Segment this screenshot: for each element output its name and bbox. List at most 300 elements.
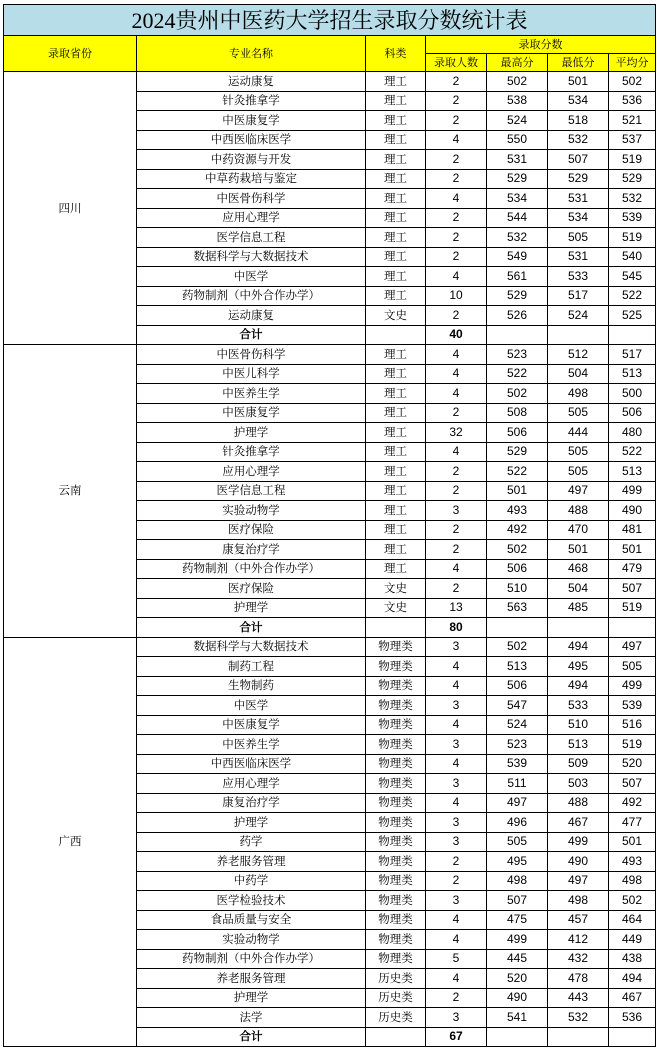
max-cell: 497 [487, 793, 548, 813]
total-count: 67 [426, 1027, 487, 1047]
major-cell: 应用心理学 [137, 208, 366, 228]
count-cell: 3 [426, 735, 487, 755]
min-cell: 432 [548, 949, 609, 969]
category-cell: 物理类 [366, 852, 426, 872]
header-count: 录取人数 [426, 54, 487, 72]
min-cell: 505 [548, 462, 609, 482]
major-cell: 制药工程 [137, 657, 366, 677]
avg-cell: 516 [609, 715, 656, 735]
category-cell: 物理类 [366, 930, 426, 950]
min-cell: 505 [548, 228, 609, 248]
major-cell: 中药学 [137, 871, 366, 891]
avg-cell: 498 [609, 871, 656, 891]
count-cell: 2 [426, 169, 487, 189]
max-cell: 495 [487, 852, 548, 872]
category-cell: 理工 [366, 169, 426, 189]
avg-cell: 517 [609, 345, 656, 365]
major-cell: 护理学 [137, 598, 366, 618]
header-row-1 [4, 36, 656, 54]
max-cell: 534 [487, 189, 548, 209]
avg-cell: 499 [609, 676, 656, 696]
avg-cell: 519 [609, 150, 656, 170]
category-cell: 理工 [366, 286, 426, 306]
max-cell: 526 [487, 306, 548, 326]
min-cell: 534 [548, 208, 609, 228]
category-cell: 物理类 [366, 637, 426, 657]
min-cell: 504 [548, 364, 609, 384]
max-cell: 524 [487, 715, 548, 735]
count-cell: 2 [426, 852, 487, 872]
header-province: 录取省份 [4, 36, 137, 72]
count-cell: 3 [426, 637, 487, 657]
max-cell: 529 [487, 169, 548, 189]
header-min: 最低分 [548, 54, 609, 72]
category-cell: 理工 [366, 111, 426, 131]
empty-cell [487, 325, 548, 345]
category-cell: 理工 [366, 228, 426, 248]
major-cell: 法学 [137, 1008, 366, 1028]
major-cell: 运动康复 [137, 306, 366, 326]
max-cell: 498 [487, 871, 548, 891]
avg-cell: 539 [609, 208, 656, 228]
count-cell: 2 [426, 871, 487, 891]
max-cell: 549 [487, 247, 548, 267]
major-cell: 实验动物学 [137, 930, 366, 950]
max-cell: 496 [487, 813, 548, 833]
avg-cell: 494 [609, 969, 656, 989]
empty-cell [548, 325, 609, 345]
major-cell: 药物制剂（中外合作办学） [137, 949, 366, 969]
major-cell: 中医康复学 [137, 715, 366, 735]
category-cell: 物理类 [366, 676, 426, 696]
min-cell: 531 [548, 247, 609, 267]
min-cell: 513 [548, 735, 609, 755]
major-cell: 药物制剂（中外合作办学） [137, 286, 366, 306]
max-cell: 490 [487, 988, 548, 1008]
count-cell: 4 [426, 559, 487, 579]
avg-cell: 499 [609, 481, 656, 501]
admission-score-table [3, 4, 656, 1047]
avg-cell: 536 [609, 1008, 656, 1028]
empty-cell [366, 325, 426, 345]
major-cell: 中药资源与开发 [137, 150, 366, 170]
major-cell: 医学信息工程 [137, 228, 366, 248]
max-cell: 502 [487, 384, 548, 404]
count-cell: 4 [426, 715, 487, 735]
category-cell: 物理类 [366, 832, 426, 852]
min-cell: 495 [548, 657, 609, 677]
category-cell: 文史 [366, 598, 426, 618]
avg-cell: 525 [609, 306, 656, 326]
min-cell: 497 [548, 871, 609, 891]
min-cell: 485 [548, 598, 609, 618]
category-cell: 物理类 [366, 774, 426, 794]
category-cell: 理工 [366, 364, 426, 384]
category-cell: 理工 [366, 423, 426, 443]
max-cell: 475 [487, 910, 548, 930]
count-cell: 5 [426, 949, 487, 969]
count-cell: 2 [426, 150, 487, 170]
min-cell: 443 [548, 988, 609, 1008]
max-cell: 541 [487, 1008, 548, 1028]
avg-cell: 513 [609, 462, 656, 482]
major-cell: 康复治疗学 [137, 540, 366, 560]
count-cell: 2 [426, 579, 487, 599]
title-row [4, 5, 656, 36]
count-cell: 2 [426, 462, 487, 482]
max-cell: 523 [487, 735, 548, 755]
count-cell: 4 [426, 384, 487, 404]
min-cell: 532 [548, 130, 609, 150]
count-cell: 2 [426, 91, 487, 111]
major-cell: 护理学 [137, 813, 366, 833]
count-cell: 4 [426, 364, 487, 384]
major-cell: 针灸推拿学 [137, 91, 366, 111]
count-cell: 2 [426, 988, 487, 1008]
empty-cell [609, 1027, 656, 1047]
min-cell: 488 [548, 501, 609, 521]
count-cell: 4 [426, 793, 487, 813]
min-cell: 467 [548, 813, 609, 833]
max-cell: 532 [487, 228, 548, 248]
max-cell: 524 [487, 111, 548, 131]
count-cell: 4 [426, 442, 487, 462]
max-cell: 507 [487, 891, 548, 911]
min-cell: 529 [548, 169, 609, 189]
avg-cell: 519 [609, 228, 656, 248]
count-cell: 2 [426, 520, 487, 540]
count-cell: 3 [426, 696, 487, 716]
min-cell: 478 [548, 969, 609, 989]
major-cell: 数据科学与大数据技术 [137, 247, 366, 267]
avg-cell: 540 [609, 247, 656, 267]
min-cell: 412 [548, 930, 609, 950]
category-cell: 理工 [366, 130, 426, 150]
category-cell: 物理类 [366, 754, 426, 774]
count-cell: 10 [426, 286, 487, 306]
min-cell: 517 [548, 286, 609, 306]
category-cell: 理工 [366, 267, 426, 287]
major-cell: 康复治疗学 [137, 793, 366, 813]
major-cell: 护理学 [137, 423, 366, 443]
max-cell: 529 [487, 442, 548, 462]
province-cell: 广西 [4, 637, 137, 1047]
major-cell: 中医养生学 [137, 384, 366, 404]
max-cell: 522 [487, 462, 548, 482]
min-cell: 503 [548, 774, 609, 794]
min-cell: 444 [548, 423, 609, 443]
max-cell: 531 [487, 150, 548, 170]
empty-cell [366, 618, 426, 638]
major-cell: 护理学 [137, 988, 366, 1008]
category-cell: 物理类 [366, 715, 426, 735]
category-cell: 物理类 [366, 910, 426, 930]
min-cell: 534 [548, 91, 609, 111]
avg-cell: 520 [609, 754, 656, 774]
category-cell: 理工 [366, 247, 426, 267]
category-cell: 物理类 [366, 813, 426, 833]
max-cell: 445 [487, 949, 548, 969]
category-cell: 物理类 [366, 696, 426, 716]
min-cell: 510 [548, 715, 609, 735]
max-cell: 538 [487, 91, 548, 111]
category-cell: 理工 [366, 442, 426, 462]
avg-cell: 506 [609, 403, 656, 423]
min-cell: 490 [548, 852, 609, 872]
major-cell: 医疗保险 [137, 579, 366, 599]
count-cell: 4 [426, 189, 487, 209]
avg-cell: 480 [609, 423, 656, 443]
avg-cell: 529 [609, 169, 656, 189]
min-cell: 533 [548, 696, 609, 716]
major-cell: 医学检验技术 [137, 891, 366, 911]
max-cell: 506 [487, 559, 548, 579]
count-cell: 3 [426, 774, 487, 794]
major-cell: 药物制剂（中外合作办学） [137, 559, 366, 579]
max-cell: 563 [487, 598, 548, 618]
count-cell: 3 [426, 813, 487, 833]
table-row [4, 72, 656, 92]
count-cell: 2 [426, 481, 487, 501]
empty-cell [548, 1027, 609, 1047]
min-cell: 497 [548, 481, 609, 501]
max-cell: 539 [487, 754, 548, 774]
empty-cell [366, 1027, 426, 1047]
avg-cell: 497 [609, 637, 656, 657]
min-cell: 504 [548, 579, 609, 599]
min-cell: 498 [548, 891, 609, 911]
count-cell: 4 [426, 657, 487, 677]
count-cell: 3 [426, 501, 487, 521]
max-cell: 544 [487, 208, 548, 228]
category-cell: 理工 [366, 72, 426, 92]
min-cell: 457 [548, 910, 609, 930]
header-max: 最高分 [487, 54, 548, 72]
count-cell: 4 [426, 969, 487, 989]
empty-cell [548, 618, 609, 638]
category-cell: 理工 [366, 384, 426, 404]
count-cell: 2 [426, 111, 487, 131]
major-cell: 中医养生学 [137, 735, 366, 755]
major-cell: 医疗保险 [137, 520, 366, 540]
count-cell: 4 [426, 910, 487, 930]
category-cell: 理工 [366, 520, 426, 540]
category-cell: 物理类 [366, 949, 426, 969]
count-cell: 2 [426, 403, 487, 423]
category-cell: 历史类 [366, 969, 426, 989]
max-cell: 506 [487, 423, 548, 443]
min-cell: 470 [548, 520, 609, 540]
category-cell: 物理类 [366, 657, 426, 677]
empty-cell [487, 1027, 548, 1047]
category-cell: 理工 [366, 403, 426, 423]
count-cell: 4 [426, 930, 487, 950]
count-cell: 3 [426, 1008, 487, 1028]
min-cell: 531 [548, 189, 609, 209]
total-count: 80 [426, 618, 487, 638]
count-cell: 2 [426, 72, 487, 92]
max-cell: 510 [487, 579, 548, 599]
avg-cell: 507 [609, 579, 656, 599]
avg-cell: 481 [609, 520, 656, 540]
major-cell: 应用心理学 [137, 774, 366, 794]
empty-cell [609, 325, 656, 345]
major-cell: 中草药栽培与鉴定 [137, 169, 366, 189]
major-cell: 应用心理学 [137, 462, 366, 482]
count-cell: 4 [426, 754, 487, 774]
max-cell: 492 [487, 520, 548, 540]
min-cell: 501 [548, 540, 609, 560]
empty-cell [609, 618, 656, 638]
category-cell: 文史 [366, 306, 426, 326]
major-cell: 养老服务管理 [137, 852, 366, 872]
avg-cell: 449 [609, 930, 656, 950]
max-cell: 502 [487, 637, 548, 657]
max-cell: 506 [487, 676, 548, 696]
count-cell: 4 [426, 267, 487, 287]
avg-cell: 438 [609, 949, 656, 969]
min-cell: 532 [548, 1008, 609, 1028]
category-cell: 理工 [366, 91, 426, 111]
min-cell: 505 [548, 442, 609, 462]
max-cell: 511 [487, 774, 548, 794]
avg-cell: 493 [609, 852, 656, 872]
min-cell: 505 [548, 403, 609, 423]
max-cell: 561 [487, 267, 548, 287]
avg-cell: 513 [609, 364, 656, 384]
major-cell: 中医儿科学 [137, 364, 366, 384]
min-cell: 488 [548, 793, 609, 813]
max-cell: 493 [487, 501, 548, 521]
table-title: 2024贵州中医药大学招生录取分数统计表 [4, 5, 656, 36]
header-major: 专业名称 [137, 36, 366, 72]
avg-cell: 505 [609, 657, 656, 677]
avg-cell: 479 [609, 559, 656, 579]
category-cell: 理工 [366, 481, 426, 501]
major-cell: 数据科学与大数据技术 [137, 637, 366, 657]
avg-cell: 490 [609, 501, 656, 521]
min-cell: 468 [548, 559, 609, 579]
max-cell: 522 [487, 364, 548, 384]
avg-cell: 467 [609, 988, 656, 1008]
avg-cell: 519 [609, 735, 656, 755]
category-cell: 理工 [366, 501, 426, 521]
min-cell: 507 [548, 150, 609, 170]
header-scores-group: 录取分数 [426, 36, 656, 54]
avg-cell: 545 [609, 267, 656, 287]
count-cell: 3 [426, 891, 487, 911]
table-row [4, 637, 656, 657]
avg-cell: 536 [609, 91, 656, 111]
major-cell: 中西医临床医学 [137, 130, 366, 150]
category-cell: 理工 [366, 189, 426, 209]
count-cell: 32 [426, 423, 487, 443]
header-category: 科类 [366, 36, 426, 72]
avg-cell: 502 [609, 72, 656, 92]
max-cell: 501 [487, 481, 548, 501]
avg-cell: 521 [609, 111, 656, 131]
category-cell: 物理类 [366, 871, 426, 891]
category-cell: 理工 [366, 462, 426, 482]
avg-cell: 501 [609, 540, 656, 560]
table-row [4, 345, 656, 365]
major-cell: 中医康复学 [137, 111, 366, 131]
min-cell: 501 [548, 72, 609, 92]
category-cell: 理工 [366, 345, 426, 365]
count-cell: 2 [426, 208, 487, 228]
avg-cell: 522 [609, 442, 656, 462]
category-cell: 物理类 [366, 735, 426, 755]
max-cell: 502 [487, 72, 548, 92]
major-cell: 医学信息工程 [137, 481, 366, 501]
major-cell: 中医骨伤科学 [137, 345, 366, 365]
total-label: 合计 [137, 618, 366, 638]
major-cell: 中医学 [137, 267, 366, 287]
category-cell: 物理类 [366, 891, 426, 911]
min-cell: 499 [548, 832, 609, 852]
count-cell: 4 [426, 676, 487, 696]
count-cell: 4 [426, 345, 487, 365]
category-cell: 理工 [366, 208, 426, 228]
major-cell: 针灸推拿学 [137, 442, 366, 462]
major-cell: 养老服务管理 [137, 969, 366, 989]
avg-cell: 492 [609, 793, 656, 813]
major-cell: 实验动物学 [137, 501, 366, 521]
min-cell: 518 [548, 111, 609, 131]
avg-cell: 477 [609, 813, 656, 833]
max-cell: 529 [487, 286, 548, 306]
min-cell: 498 [548, 384, 609, 404]
category-cell: 理工 [366, 540, 426, 560]
major-cell: 中西医临床医学 [137, 754, 366, 774]
major-cell: 运动康复 [137, 72, 366, 92]
avg-cell: 532 [609, 189, 656, 209]
category-cell: 历史类 [366, 988, 426, 1008]
category-cell: 理工 [366, 559, 426, 579]
min-cell: 512 [548, 345, 609, 365]
province-cell: 四川 [4, 72, 137, 345]
major-cell: 食品质量与安全 [137, 910, 366, 930]
max-cell: 502 [487, 540, 548, 560]
category-cell: 物理类 [366, 793, 426, 813]
total-count: 40 [426, 325, 487, 345]
count-cell: 2 [426, 540, 487, 560]
category-cell: 历史类 [366, 1008, 426, 1028]
min-cell: 533 [548, 267, 609, 287]
count-cell: 4 [426, 130, 487, 150]
avg-cell: 539 [609, 696, 656, 716]
count-cell: 2 [426, 228, 487, 248]
major-cell: 中医学 [137, 696, 366, 716]
max-cell: 550 [487, 130, 548, 150]
header-avg: 平均分 [609, 54, 656, 72]
max-cell: 520 [487, 969, 548, 989]
major-cell: 中医康复学 [137, 403, 366, 423]
avg-cell: 501 [609, 832, 656, 852]
avg-cell: 537 [609, 130, 656, 150]
province-cell: 云南 [4, 345, 137, 638]
avg-cell: 464 [609, 910, 656, 930]
category-cell: 文史 [366, 579, 426, 599]
min-cell: 494 [548, 637, 609, 657]
total-label: 合计 [137, 325, 366, 345]
count-cell: 2 [426, 306, 487, 326]
total-label: 合计 [137, 1027, 366, 1047]
avg-cell: 519 [609, 598, 656, 618]
empty-cell [487, 618, 548, 638]
avg-cell: 502 [609, 891, 656, 911]
min-cell: 509 [548, 754, 609, 774]
